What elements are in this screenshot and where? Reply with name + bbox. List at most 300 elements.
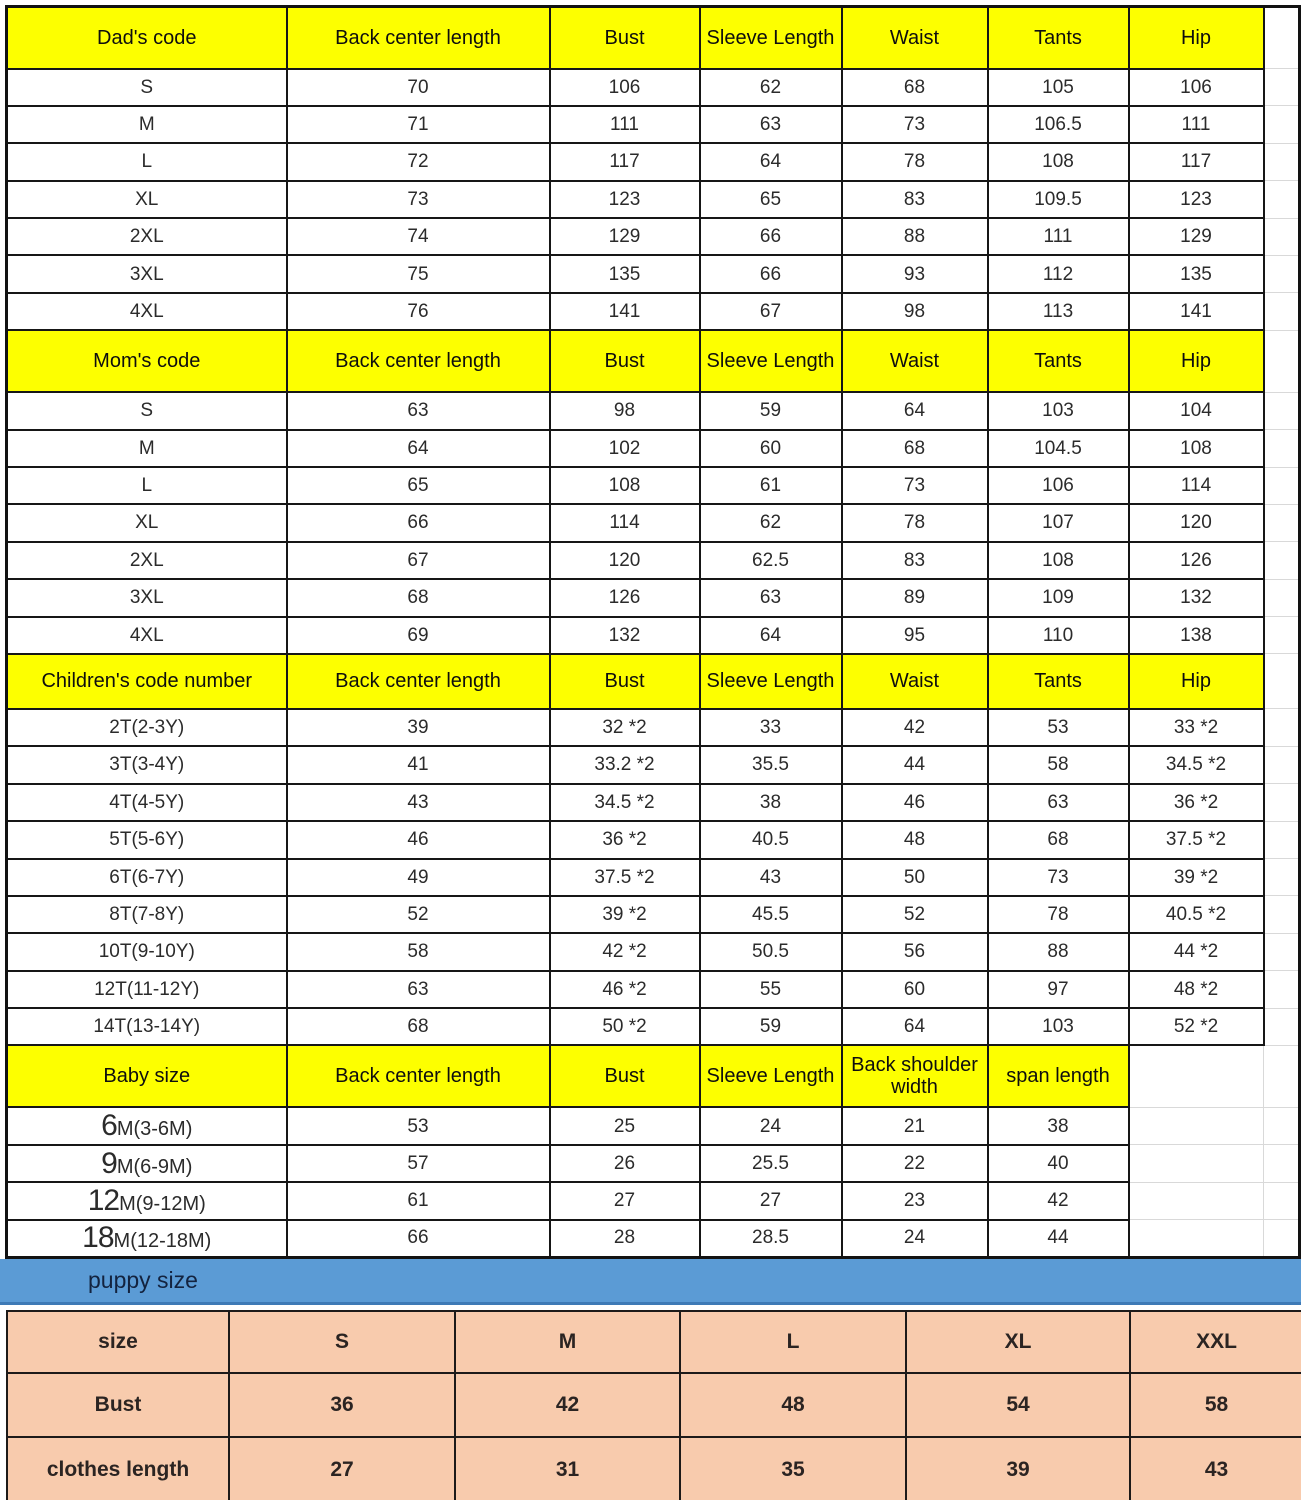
value-cell: 106.5 (988, 106, 1129, 143)
value-cell: 63 (287, 392, 550, 429)
value-cell: 111 (988, 218, 1129, 255)
table-row (7, 1008, 1300, 1045)
row-label-cell: L (7, 467, 287, 504)
sheet-gutter-cell (1264, 7, 1300, 69)
value-cell: 27 (229, 1437, 455, 1500)
value-cell: 75 (287, 255, 550, 292)
value-cell: 64 (287, 430, 550, 467)
value-cell: 68 (287, 579, 550, 616)
value-cell: 35 (680, 1437, 906, 1500)
header-row-baby (7, 1045, 1300, 1107)
header-cell: Back center length (287, 7, 550, 69)
row-label-cell: 14T(13-14Y) (7, 1008, 287, 1045)
value-cell: 28 (550, 1220, 700, 1257)
row-label-cell: 4XL (7, 617, 287, 654)
sheet-gutter-cell (1264, 467, 1300, 504)
value-cell: 64 (700, 617, 842, 654)
table-row (7, 1373, 1301, 1437)
value-cell: 22 (842, 1145, 988, 1182)
value-cell: 59 (700, 392, 842, 429)
row-label-cell: 2XL (7, 218, 287, 255)
value-cell: 78 (842, 504, 988, 541)
header-cell: Hip (1129, 654, 1264, 709)
header-cell: Back center length (287, 654, 550, 709)
row-label-cell: 3T(3-4Y) (7, 746, 287, 783)
value-cell: 49 (287, 859, 550, 896)
value-cell: 117 (550, 143, 700, 180)
value-cell: 55 (700, 971, 842, 1008)
value-cell: 60 (842, 971, 988, 1008)
value-cell: 102 (550, 430, 700, 467)
table-row (7, 896, 1300, 933)
row-label-cell: clothes length (7, 1437, 229, 1500)
value-cell: 54 (906, 1373, 1130, 1437)
value-cell: 109 (988, 579, 1129, 616)
value-cell: 110 (988, 617, 1129, 654)
value-cell: 104 (1129, 392, 1264, 429)
value-cell: 60 (700, 430, 842, 467)
row-label-cell: XL (7, 181, 287, 218)
value-cell: 53 (287, 1107, 550, 1144)
sheet-gutter-cell (1264, 1220, 1300, 1257)
value-cell: 129 (550, 218, 700, 255)
value-cell: 109.5 (988, 181, 1129, 218)
value-cell: 32 *2 (550, 709, 700, 746)
value-cell: 38 (988, 1107, 1129, 1144)
sheet-gutter-cell (1264, 504, 1300, 541)
value-cell: 68 (842, 430, 988, 467)
value-cell: 37.5 *2 (1129, 821, 1264, 858)
row-label-cell: 2XL (7, 542, 287, 579)
value-cell: 73 (842, 467, 988, 504)
value-cell: 106 (988, 467, 1129, 504)
table-row (7, 1182, 1300, 1219)
value-cell: 93 (842, 255, 988, 292)
table-row (7, 617, 1300, 654)
header-cell: Tants (988, 654, 1129, 709)
table-row (7, 467, 1300, 504)
puppy-size-table (6, 1310, 1301, 1500)
sheet-gutter-cell (1264, 859, 1300, 896)
sheet-gutter-cell (1264, 579, 1300, 616)
value-cell: 39 *2 (550, 896, 700, 933)
value-cell: 34.5 *2 (1129, 746, 1264, 783)
value-cell: 25.5 (700, 1145, 842, 1182)
value-cell: 62 (700, 69, 842, 106)
value-cell: 76 (287, 293, 550, 330)
table-row (7, 504, 1300, 541)
value-cell: 58 (1130, 1373, 1301, 1437)
header-cell: Back shoulder width (842, 1045, 988, 1107)
value-cell: 39 (287, 709, 550, 746)
value-cell: 27 (700, 1182, 842, 1219)
value-cell: 36 *2 (1129, 784, 1264, 821)
empty-cell (1129, 1220, 1264, 1257)
value-cell: 62 (700, 504, 842, 541)
value-cell: 41 (287, 746, 550, 783)
table-row (7, 859, 1300, 896)
sheet-gutter-cell (1264, 784, 1300, 821)
row-label-cell: S (7, 392, 287, 429)
value-cell: 113 (988, 293, 1129, 330)
value-cell: 70 (287, 69, 550, 106)
value-cell: 44 (842, 746, 988, 783)
baby-label-number: 18 (82, 1221, 114, 1255)
value-cell: 50.5 (700, 933, 842, 970)
sheet-gutter-cell (1264, 430, 1300, 467)
value-cell: 33 (700, 709, 842, 746)
header-row-dad (7, 7, 1300, 69)
value-cell: 132 (550, 617, 700, 654)
value-cell: 63 (287, 971, 550, 1008)
value-cell: 44 *2 (1129, 933, 1264, 970)
header-cell: Tants (988, 330, 1129, 392)
table-row (7, 218, 1300, 255)
value-cell: 66 (287, 504, 550, 541)
value-cell: 108 (988, 143, 1129, 180)
sheet-gutter-cell (1264, 709, 1300, 746)
empty-cell (1129, 1045, 1264, 1107)
row-label-cell: 3XL (7, 255, 287, 292)
value-cell: 88 (988, 933, 1129, 970)
value-cell: 43 (700, 859, 842, 896)
value-cell: 43 (287, 784, 550, 821)
header-cell: Waist (842, 330, 988, 392)
value-cell: 52 (842, 896, 988, 933)
header-cell: Back center length (287, 1045, 550, 1107)
value-cell: 123 (550, 181, 700, 218)
value-cell: 123 (1129, 181, 1264, 218)
sheet-gutter-cell (1264, 654, 1300, 709)
row-label-cell: M (7, 430, 287, 467)
value-cell: 120 (550, 542, 700, 579)
table-row (7, 709, 1300, 746)
value-cell: 58 (287, 933, 550, 970)
value-cell: 61 (287, 1182, 550, 1219)
baby-label-range: M(12-18M) (113, 1230, 212, 1253)
sheet-gutter-cell (1264, 746, 1300, 783)
sheet-gutter-cell (1264, 617, 1300, 654)
value-cell: 111 (1129, 106, 1264, 143)
row-label-cell: S (7, 69, 287, 106)
puppy-size-banner (0, 1259, 1301, 1305)
value-cell: 57 (287, 1145, 550, 1182)
value-cell: 40 (988, 1145, 1129, 1182)
value-cell: 78 (842, 143, 988, 180)
header-row-children (7, 654, 1300, 709)
empty-cell (1129, 1182, 1264, 1219)
sheet-gutter-cell (1264, 69, 1300, 106)
table-row (7, 143, 1300, 180)
value-cell: 21 (842, 1107, 988, 1144)
value-cell: 117 (1129, 143, 1264, 180)
value-cell: 72 (287, 143, 550, 180)
table-row (7, 1220, 1300, 1257)
value-cell: 71 (287, 106, 550, 143)
value-cell: 56 (842, 933, 988, 970)
table-row (7, 542, 1300, 579)
table-row (7, 392, 1300, 429)
value-cell: 26 (550, 1145, 700, 1182)
value-cell: 65 (700, 181, 842, 218)
value-cell: 62.5 (700, 542, 842, 579)
row-label-cell (7, 1107, 287, 1144)
sheet-gutter-cell (1264, 821, 1300, 858)
value-cell: 135 (550, 255, 700, 292)
value-cell: 106 (1129, 69, 1264, 106)
value-cell: 107 (988, 504, 1129, 541)
value-cell: 66 (287, 1220, 550, 1257)
value-cell: 95 (842, 617, 988, 654)
value-cell: 42 *2 (550, 933, 700, 970)
header-cell: Waist (842, 654, 988, 709)
value-cell: 141 (1129, 293, 1264, 330)
baby-label-number: 12 (87, 1184, 120, 1218)
value-cell: 126 (1129, 542, 1264, 579)
family-size-table (5, 5, 1301, 1259)
value-cell: 61 (700, 467, 842, 504)
header-cell: Baby size (7, 1045, 287, 1107)
value-cell: 53 (988, 709, 1129, 746)
sheet-gutter-cell (1264, 896, 1300, 933)
value-cell: 103 (988, 392, 1129, 429)
row-label-cell: 3XL (7, 579, 287, 616)
table-row (7, 1311, 1301, 1373)
value-cell: 83 (842, 542, 988, 579)
row-label-cell (7, 1182, 287, 1219)
value-cell: 78 (988, 896, 1129, 933)
table-row (7, 106, 1300, 143)
empty-cell (1129, 1107, 1264, 1144)
value-cell: 108 (1129, 430, 1264, 467)
value-cell: 35.5 (700, 746, 842, 783)
value-cell: 46 (287, 821, 550, 858)
sheet-gutter-cell (1264, 255, 1300, 292)
header-cell: Sleeve Length (700, 330, 842, 392)
value-cell: 42 (842, 709, 988, 746)
value-cell: 114 (1129, 467, 1264, 504)
baby-label-range: M(3-6M) (116, 1118, 193, 1141)
row-label-cell: 8T(7-8Y) (7, 896, 287, 933)
sheet-gutter-cell (1264, 392, 1300, 429)
sheet-gutter-cell (1264, 1107, 1300, 1144)
value-cell: 97 (988, 971, 1129, 1008)
value-cell: 46 *2 (550, 971, 700, 1008)
value-cell: 43 (1130, 1437, 1301, 1500)
header-cell: Waist (842, 7, 988, 69)
value-cell: 120 (1129, 504, 1264, 541)
baby-label-number: 9 (101, 1146, 117, 1180)
row-label-cell: 12T(11-12Y) (7, 971, 287, 1008)
header-cell: Hip (1129, 330, 1264, 392)
value-cell: 73 (988, 859, 1129, 896)
value-cell: 73 (842, 106, 988, 143)
value-cell: 63 (700, 579, 842, 616)
header-cell: Bust (550, 330, 700, 392)
value-cell: XXL (1130, 1311, 1301, 1373)
value-cell: 27 (550, 1182, 700, 1219)
value-cell: 52 (287, 896, 550, 933)
value-cell: 108 (988, 542, 1129, 579)
value-cell: 69 (287, 617, 550, 654)
value-cell: 108 (550, 467, 700, 504)
table-row (7, 784, 1300, 821)
header-cell: Tants (988, 7, 1129, 69)
header-cell: Children's code number (7, 654, 287, 709)
value-cell: 135 (1129, 255, 1264, 292)
value-cell: 98 (550, 392, 700, 429)
table-row (7, 933, 1300, 970)
value-cell: L (680, 1311, 906, 1373)
value-cell: 68 (988, 821, 1129, 858)
row-label-cell (7, 1145, 287, 1182)
header-cell: Bust (550, 7, 700, 69)
value-cell: 34.5 *2 (550, 784, 700, 821)
value-cell: 36 *2 (550, 821, 700, 858)
table-row (7, 746, 1300, 783)
value-cell: 58 (988, 746, 1129, 783)
value-cell: 33.2 *2 (550, 746, 700, 783)
value-cell: S (229, 1311, 455, 1373)
table-row (7, 1145, 1300, 1182)
table-row (7, 971, 1300, 1008)
value-cell: 98 (842, 293, 988, 330)
table-row (7, 255, 1300, 292)
header-cell: span length (988, 1045, 1129, 1107)
value-cell: 64 (842, 1008, 988, 1045)
value-cell: 39 (906, 1437, 1130, 1500)
row-label-cell: 4T(4-5Y) (7, 784, 287, 821)
header-cell: Sleeve Length (700, 654, 842, 709)
value-cell: 59 (700, 1008, 842, 1045)
header-cell: Bust (550, 654, 700, 709)
header-cell: Dad's code (7, 7, 287, 69)
value-cell: XL (906, 1311, 1130, 1373)
baby-label-range: M(9-12M) (119, 1193, 206, 1216)
value-cell: 44 (988, 1220, 1129, 1257)
puppy-banner-label: puppy size (88, 1267, 198, 1293)
row-label-cell (7, 1220, 287, 1257)
table-row (7, 293, 1300, 330)
value-cell: 45.5 (700, 896, 842, 933)
value-cell: 68 (842, 69, 988, 106)
value-cell: 63 (700, 106, 842, 143)
value-cell: 48 (842, 821, 988, 858)
row-label-cell: 2T(2-3Y) (7, 709, 287, 746)
value-cell: 40.5 (700, 821, 842, 858)
value-cell: M (455, 1311, 680, 1373)
value-cell: 66 (700, 218, 842, 255)
value-cell: 37.5 *2 (550, 859, 700, 896)
value-cell: 40.5 *2 (1129, 896, 1264, 933)
table-row (7, 69, 1300, 106)
row-label-cell: L (7, 143, 287, 180)
sheet-gutter-cell (1264, 181, 1300, 218)
value-cell: 46 (842, 784, 988, 821)
value-cell: 83 (842, 181, 988, 218)
baby-label-range: M(6-9M) (116, 1155, 193, 1178)
baby-label-number: 6 (101, 1109, 117, 1143)
row-label-cell: 5T(5-6Y) (7, 821, 287, 858)
sheet-gutter-cell (1264, 1045, 1300, 1107)
sheet-gutter-cell (1264, 542, 1300, 579)
header-cell: Mom's code (7, 330, 287, 392)
value-cell: 48 *2 (1129, 971, 1264, 1008)
sheet-gutter-cell (1264, 1182, 1300, 1219)
row-label-cell: 4XL (7, 293, 287, 330)
sheet-gutter-cell (1264, 1145, 1300, 1182)
sheet-gutter-cell (1264, 330, 1300, 392)
value-cell: 88 (842, 218, 988, 255)
table-row (7, 430, 1300, 467)
table-row (7, 181, 1300, 218)
row-label-cell: Bust (7, 1373, 229, 1437)
value-cell: 42 (455, 1373, 680, 1437)
value-cell: 129 (1129, 218, 1264, 255)
value-cell: 67 (287, 542, 550, 579)
value-cell: 141 (550, 293, 700, 330)
header-cell: Hip (1129, 7, 1264, 69)
value-cell: 24 (842, 1220, 988, 1257)
empty-cell (1129, 1145, 1264, 1182)
value-cell: 24 (700, 1107, 842, 1144)
value-cell: 105 (988, 69, 1129, 106)
value-cell: 28.5 (700, 1220, 842, 1257)
value-cell: 23 (842, 1182, 988, 1219)
value-cell: 39 *2 (1129, 859, 1264, 896)
header-cell: Back center length (287, 330, 550, 392)
sheet-gutter-cell (1264, 143, 1300, 180)
header-cell: Bust (550, 1045, 700, 1107)
sheet-gutter-cell (1264, 218, 1300, 255)
value-cell: 112 (988, 255, 1129, 292)
table-row (7, 821, 1300, 858)
table-row (7, 579, 1300, 616)
value-cell: 63 (988, 784, 1129, 821)
value-cell: 50 (842, 859, 988, 896)
value-cell: 74 (287, 218, 550, 255)
header-cell: Sleeve Length (700, 7, 842, 69)
value-cell: 103 (988, 1008, 1129, 1045)
table-row (7, 1437, 1301, 1500)
sheet-gutter-cell (1264, 293, 1300, 330)
value-cell: 114 (550, 504, 700, 541)
value-cell: 42 (988, 1182, 1129, 1219)
value-cell: 64 (842, 392, 988, 429)
value-cell: 73 (287, 181, 550, 218)
table-row (7, 1107, 1300, 1144)
value-cell: 138 (1129, 617, 1264, 654)
sheet-gutter-cell (1264, 933, 1300, 970)
row-label-cell: XL (7, 504, 287, 541)
value-cell: 66 (700, 255, 842, 292)
value-cell: 50 *2 (550, 1008, 700, 1045)
value-cell: 111 (550, 106, 700, 143)
header-row-mom (7, 330, 1300, 392)
value-cell: 52 *2 (1129, 1008, 1264, 1045)
row-label-cell: M (7, 106, 287, 143)
value-cell: 25 (550, 1107, 700, 1144)
value-cell: 38 (700, 784, 842, 821)
sheet-gutter-cell (1264, 106, 1300, 143)
value-cell: 33 *2 (1129, 709, 1264, 746)
row-label-cell: size (7, 1311, 229, 1373)
row-label-cell: 10T(9-10Y) (7, 933, 287, 970)
value-cell: 48 (680, 1373, 906, 1437)
value-cell: 64 (700, 143, 842, 180)
value-cell: 36 (229, 1373, 455, 1437)
value-cell: 132 (1129, 579, 1264, 616)
